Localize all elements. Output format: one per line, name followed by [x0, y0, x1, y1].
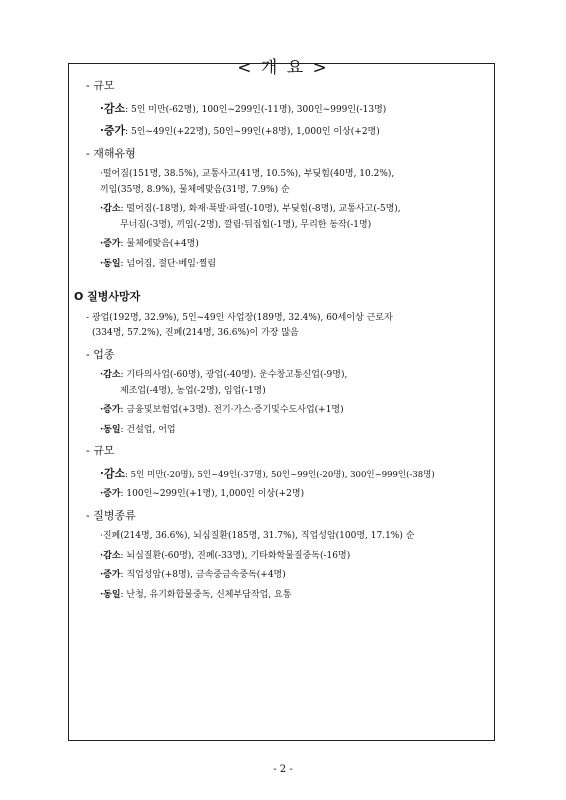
industry-increase-row — [72, 404, 492, 418]
disease-top-row: ·진폐(214명, 36.6%), 뇌심질환(185명, 31.7%), 직업성암(100명, 17.1%) 순 — [100, 531, 415, 541]
text: : 떨어짐(-18명), 화재·폭발·파열(-10명), 부딪힘(-8명), 교통사고(-5명), — [120, 204, 401, 214]
label: ·감소 — [100, 550, 121, 561]
disease-same-row — [72, 589, 492, 603]
text: : 물체에맞음(+4명) — [120, 239, 199, 249]
scale-heading: - 규모 — [86, 79, 115, 92]
industry-same-row — [72, 424, 492, 438]
type-same-row — [72, 258, 492, 272]
scale2-decrease-row — [72, 466, 492, 483]
industry-decrease-row — [72, 369, 492, 383]
label: ·증가 — [100, 405, 121, 415]
type-line1: ·떨어짐(151명, 38.5%), 교통사고(41명, 10.5%), 부딪힘(40명, 10.2%), — [100, 169, 395, 179]
label: ·동일 — [100, 424, 121, 435]
type-increase-row — [72, 238, 492, 252]
label: ·증가 — [100, 570, 121, 580]
scale2-increase-row — [72, 488, 492, 502]
disease-decrease-row — [72, 550, 492, 564]
type-line2: 끼임(35명, 8.9%), 물체에맞음(31명, 7.9%) 순 — [100, 184, 290, 195]
type-decrease-line2: 무너짐(-3명), 끼임(-2명), 깔림·뒤집힘(-1명), 무리한 동작(-1명) — [120, 219, 372, 230]
text: : 뇌심질환(-60명), 진폐(-33명), 기타화학물질중독(-16명) — [120, 550, 351, 561]
label: ·감소 — [100, 466, 126, 480]
page-title: < 개 요 > — [227, 53, 339, 78]
section2-summary-line1: - 광업(192명, 32.9%), 5인~49인 사업장(189명, 32.4%), 60세이상 근로자 — [86, 312, 393, 323]
text: : 금융및보험업(+3명). 전기·가스·증기및수도사업(+1명) — [120, 405, 344, 415]
text: : 기타의사업(-60명), 광업(-40명). 운수창고통신업(-9명), — [120, 370, 348, 380]
label: ·증가 — [100, 489, 121, 499]
label: ·동일 — [100, 258, 121, 269]
industry-decrease-line2: 제조업(-4명), 농업(-2명), 임업(-1명) — [120, 385, 266, 396]
summary-content — [72, 78, 492, 602]
page-number: - 2 - — [273, 764, 293, 775]
section2-summary-line2: (334명, 57.2%), 진폐(214명, 36.6%)이 가장 많음 — [92, 328, 299, 338]
scale-increase-row — [72, 123, 492, 140]
text: : 난청, 유기화합물중독, 신체부담작업, 요통 — [120, 589, 292, 600]
text: : 건설업, 어업 — [120, 424, 176, 435]
disease-heading: - 질병종류 — [86, 508, 136, 522]
scale-decrease-row — [72, 101, 492, 118]
label: ·감소 — [100, 101, 126, 115]
type-decrease-row — [72, 203, 492, 217]
label: ·증가 — [100, 239, 121, 249]
text: : 넘어짐, 절단·베임·찔림 — [120, 258, 217, 269]
label: ·감소 — [100, 204, 121, 214]
text: : 직업성암(+8명), 금속중금속중독(+4명) — [120, 570, 286, 580]
text: : 5인 미만(-20명), 5인~49인(-37명), 50인~99인(-20명), 300인~999인(-38명) — [125, 469, 435, 480]
label: ·증가 — [100, 124, 126, 137]
disease-increase-row — [72, 569, 492, 583]
text: : 5인 미만(-62명), 100인~299인(-11명), 300인~999인(-13명) — [125, 104, 387, 115]
scale2-heading: - 규모 — [86, 444, 115, 457]
section2-heading: O 질병사망자 — [74, 290, 141, 303]
label: ·감소 — [100, 370, 121, 380]
type-heading: - 재해유형 — [86, 146, 136, 160]
industry-heading: - 업종 — [86, 347, 115, 361]
text: : 100인~299인(+1명), 1,000인 이상(+2명) — [120, 489, 305, 499]
label: ·동일 — [100, 589, 121, 600]
text: : 5인~49인(+22명), 50인~99인(+8명), 1,000인 이상(+2명) — [125, 127, 380, 137]
